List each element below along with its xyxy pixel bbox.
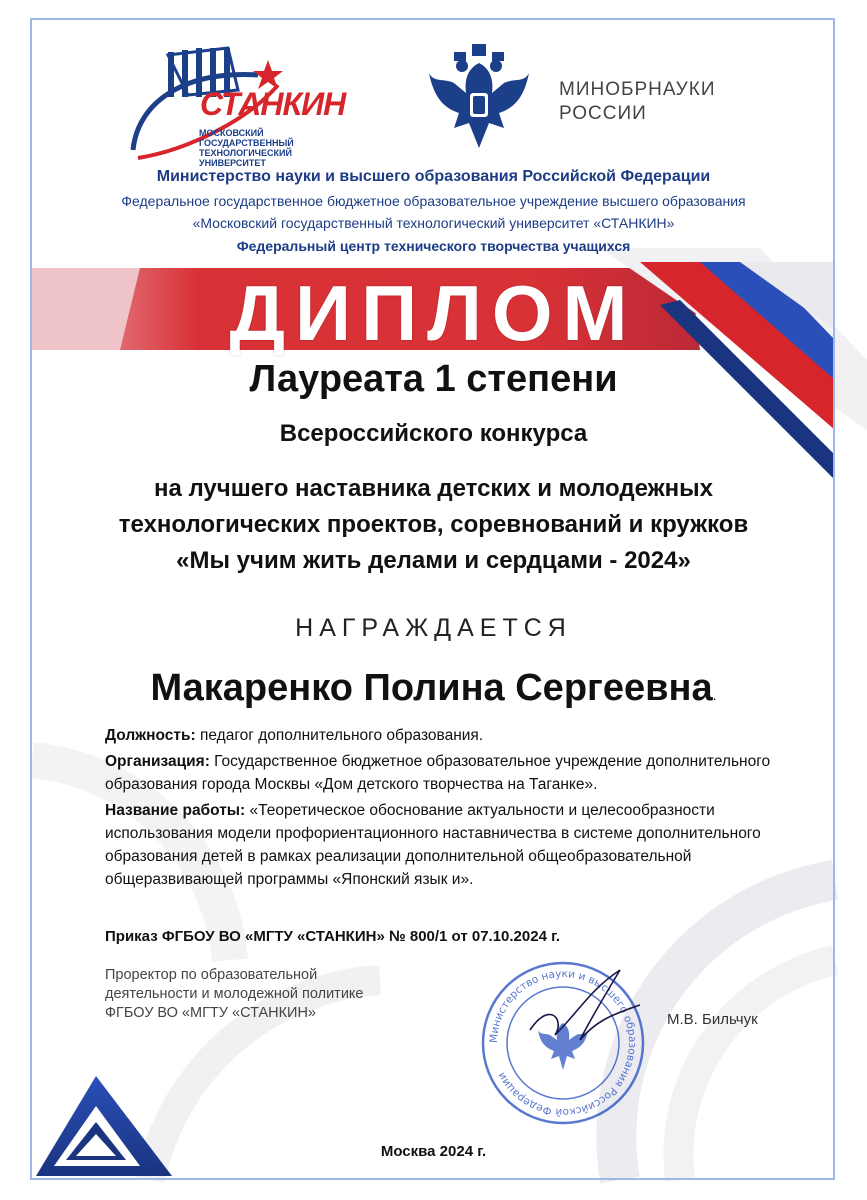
details-block <box>105 724 820 894</box>
recipient-suffix: . <box>712 687 717 703</box>
work-title-row <box>105 799 820 891</box>
awarded-label: НАГРАЖДАЕТСЯ <box>295 614 572 642</box>
university-logo-name: СТАНКИН <box>200 86 346 122</box>
city-year: Москва 2024 г. <box>380 1143 487 1160</box>
signer-title-line3: ФГБОУ ВО «МГТУ «СТАНКИН» <box>105 1005 316 1021</box>
ministry-logo-line1: МИНОБРНАУКИ <box>559 79 716 100</box>
double-headed-eagle-icon <box>424 38 534 158</box>
ministry-logo <box>559 78 715 126</box>
position-label: Должность: <box>105 727 196 744</box>
signer-title-line2: деятельности и молодежной политике <box>105 986 364 1002</box>
signer-name: М.В. Бильчук <box>667 1011 758 1028</box>
university-logo-subtitle: МОСКОВСКИЙ ГОСУДАРСТВЕННЫЙ ТЕХНОЛОГИЧЕСКИЙ УНИВЕРСИТЕТ <box>199 128 294 168</box>
work-title-value: «Теоретическое обоснование актуальности и целесообразности использования модели профориентационного наставничества в системе дополнительного образования детей в рамках реализации дополнительной общеобразовательной общеразвивающей программы «Японский язык и». <box>105 802 761 888</box>
organization-row <box>105 750 820 796</box>
recipient-name-block <box>0 667 867 710</box>
signer-title <box>105 966 364 1023</box>
work-title-label: Название работы: <box>105 802 246 819</box>
document-title: ДИПЛОМ <box>229 269 638 357</box>
position-value: педагог дополнительного образования. <box>195 727 484 744</box>
institution-line1: Федеральное государственное бюджетное образовательное учреждение высшего образования <box>121 193 746 209</box>
order-reference: Приказ ФГБОУ ВО «МГТУ «СТАНКИН» № 800/1 от 07.10.2024 г. <box>105 928 561 945</box>
institution-line2: «Московский государственный технологический университет «СТАНКИН» <box>192 215 675 231</box>
ministry-logo-line2: РОССИИ <box>559 103 647 124</box>
laureate-degree: Лауреата 1 степени <box>249 358 618 400</box>
signer-title-line1: Проректор по образовательной <box>105 967 318 983</box>
competition-line2: технологических проектов, соревнований и кружков <box>118 511 749 538</box>
triangle-logo-icon <box>36 1072 176 1176</box>
organization-label: Организация: <box>105 753 210 770</box>
recipient-name: Макаренко Полина Сергеевна <box>150 667 713 709</box>
position-row <box>105 724 820 747</box>
stamp-text: Министерство науки и высшего образования Российской Федерации <box>487 967 639 1119</box>
handwritten-signature-icon <box>520 960 650 1050</box>
competition-line1: на лучшего наставника детских и молодежных <box>153 475 714 502</box>
ministry-title: Министерство науки и высшего образования Российской Федерации <box>156 168 711 185</box>
organization-value: Государственное бюджетное образовательное учреждение дополнительного образования города Москвы «Дом детского творчества на Таганке». <box>105 753 771 793</box>
center-name: Федеральный центр технического творчества учащихся <box>236 238 631 254</box>
competition-type: Всероссийского конкурса <box>279 420 588 447</box>
competition-line3: «Мы учим жить делами и сердцами - 2024» <box>176 547 691 574</box>
